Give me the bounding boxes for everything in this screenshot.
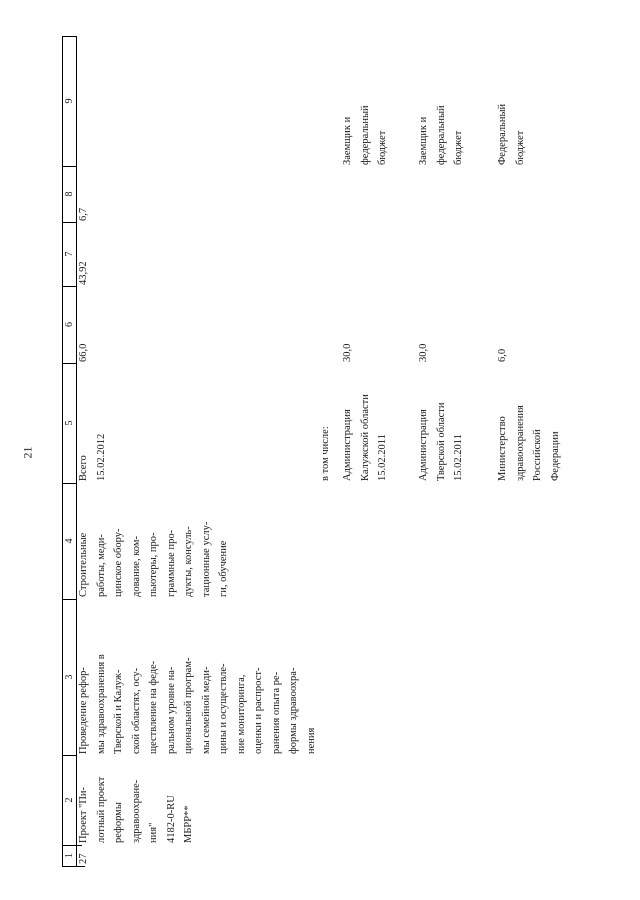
including-label: в том числе: bbox=[320, 426, 331, 481]
row-border-left bbox=[75, 866, 85, 867]
source-kaluga bbox=[339, 105, 392, 165]
total-amount: 66,0 bbox=[78, 343, 89, 362]
source-line: бюджет bbox=[453, 130, 464, 165]
source-tver bbox=[415, 105, 468, 165]
description-line: ществление на феде- bbox=[148, 660, 159, 754]
project-line: 4182-0-RU bbox=[165, 795, 177, 843]
description-line: оценки и распрост- bbox=[253, 667, 264, 754]
borrower-kaluga bbox=[339, 394, 392, 481]
description-line: нения bbox=[305, 727, 317, 754]
project-name bbox=[75, 777, 198, 843]
column-divider-1 bbox=[75, 845, 82, 846]
source-line: бюджет bbox=[377, 130, 388, 165]
description-line: ской областях, осу- bbox=[130, 667, 142, 754]
description-line: цины и осуществле- bbox=[218, 663, 229, 754]
amount-kaluga: 30,0 bbox=[342, 343, 353, 362]
borrower-line: Министерство bbox=[497, 416, 508, 481]
borrower-line: Калужской области bbox=[359, 394, 371, 481]
page-number: 21 bbox=[20, 446, 35, 459]
borrower-line: Администрация bbox=[342, 409, 353, 481]
source-line: бюджет bbox=[514, 130, 526, 165]
works-line: дование, ком- bbox=[130, 536, 142, 597]
header-col-1: 1 bbox=[63, 845, 76, 867]
description-line: мы здравоохранения в bbox=[95, 654, 107, 754]
data-table bbox=[62, 37, 632, 867]
source-line: федеральный bbox=[359, 105, 371, 165]
project-line: Проект "Пи- bbox=[78, 786, 89, 843]
description-line: циональной програм- bbox=[183, 657, 194, 754]
description-line: мы семейной меди- bbox=[200, 666, 212, 754]
project-line: ния" bbox=[148, 822, 159, 843]
row-number: 27 bbox=[78, 853, 89, 864]
source-line: федеральный bbox=[435, 105, 447, 165]
header-col-8: 8 bbox=[63, 166, 76, 223]
project-description bbox=[75, 654, 320, 754]
description-line: ранения опыта ре- bbox=[270, 671, 282, 754]
works-line: пьютеры, про- bbox=[148, 532, 159, 597]
total-label bbox=[75, 434, 110, 481]
source-line: Заемщик и bbox=[342, 116, 353, 165]
header-col-3: 3 bbox=[63, 599, 76, 756]
header-col-7: 7 bbox=[63, 222, 76, 287]
header-col-2: 2 bbox=[63, 755, 76, 846]
header-col-9: 9 bbox=[63, 36, 76, 167]
description-line: формы здравоохра- bbox=[288, 667, 299, 754]
header-col-4: 4 bbox=[63, 483, 76, 600]
borrower-line: Тверской области bbox=[435, 402, 447, 481]
works-line: граммные про- bbox=[165, 529, 177, 597]
source-line: Федеральный bbox=[497, 103, 508, 165]
col8-value: 6,7 bbox=[78, 207, 89, 221]
description-line: Проведение рефор- bbox=[78, 667, 89, 754]
borrower-line: здравоохранения bbox=[514, 405, 526, 481]
works-line: тационные услу- bbox=[200, 521, 212, 597]
project-line: лотный проект bbox=[95, 776, 107, 843]
works-line: ги, обучение bbox=[218, 540, 229, 597]
project-line: здравоохране- bbox=[130, 779, 142, 843]
description-line: Тверской и Калуж- bbox=[113, 669, 124, 754]
borrower-tver bbox=[415, 402, 468, 481]
col7-value: 43,92 bbox=[78, 261, 89, 285]
amount-ministry: 6,0 bbox=[497, 348, 508, 362]
source-line: Заемщик и bbox=[418, 116, 429, 165]
borrower-date: 15.02.2011 bbox=[453, 434, 464, 481]
total-date: 15.02.2012 bbox=[95, 433, 107, 481]
borrower-line: Российской bbox=[532, 429, 543, 481]
works-list bbox=[75, 522, 233, 597]
header-col-6: 6 bbox=[63, 286, 76, 364]
description-line: ние мониторинга, bbox=[235, 674, 247, 754]
works-line: работы, меди- bbox=[95, 534, 107, 597]
description-line: ральном уровне на- bbox=[165, 666, 177, 754]
borrower-ministry bbox=[494, 405, 564, 481]
works-line: цинское обору- bbox=[113, 528, 124, 597]
source-ministry bbox=[494, 104, 529, 165]
project-line: реформы bbox=[113, 802, 124, 843]
header-col-5: 5 bbox=[63, 363, 76, 484]
project-line: МБРР** bbox=[183, 805, 194, 843]
borrower-date: 15.02.2011 bbox=[377, 434, 388, 481]
amount-tver: 30,0 bbox=[418, 343, 429, 362]
works-line: Строительные bbox=[78, 532, 89, 597]
total-line: Всего bbox=[78, 455, 89, 481]
borrower-line: Федерации bbox=[549, 431, 561, 481]
borrower-line: Администрация bbox=[418, 409, 429, 481]
works-line: дукты, консуль- bbox=[183, 526, 194, 597]
